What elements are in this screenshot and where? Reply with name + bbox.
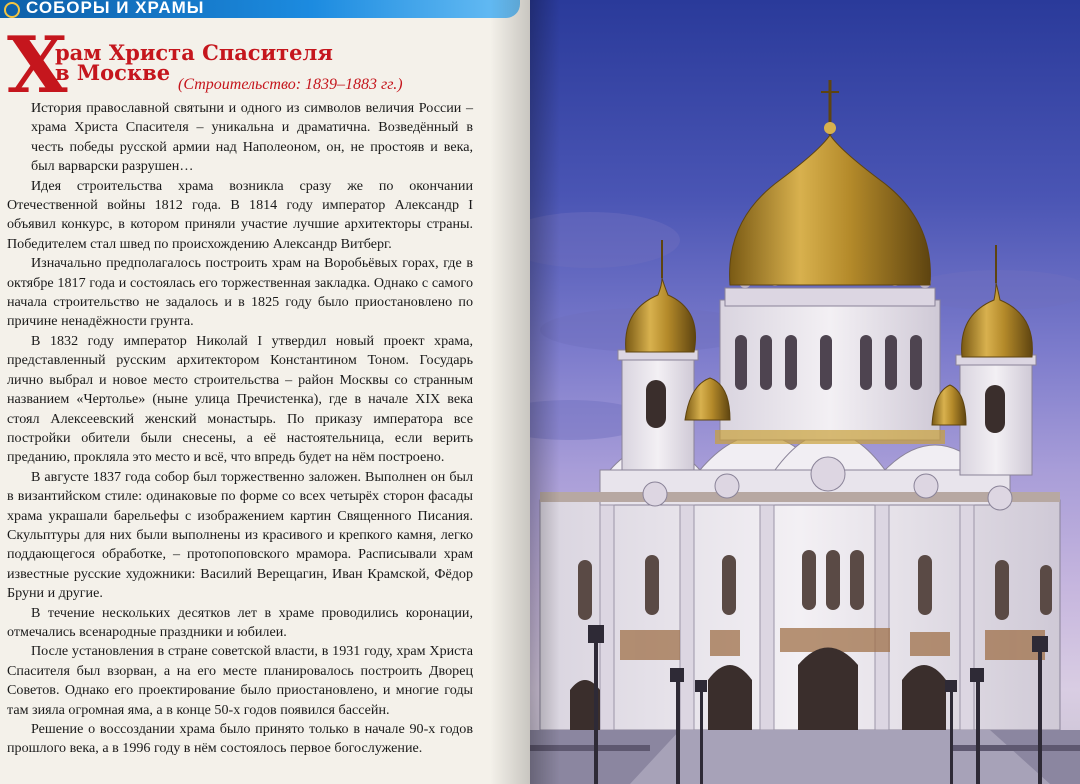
paragraph: В течение нескольких десятков лет в храме проводились коронации, отмечались всенародные праздники и юбилеи. (7, 604, 473, 640)
paragraph: В августе 1837 года собор был торжественно заложен. Выполнен он был в византийском стиле: одинаковые по форме со всех четырёх сторон фасады храма украшали барельефы с изображением картин Священного Писания. Скульптуры для них были выполнены из красивого и крепкого камня, легко поддающегося обработке, – протопоповского мрамора. Расписывали храм известные русские художники: Василий Верещагин, Иван Крамской, Фёдор Бруни и другие. (7, 468, 473, 602)
paragraph: В 1832 году император Николай I утвердил новый проект храма, представленный русским архитектором Константином Тоном. Государь лично выбрал и новое место строительства – район Москвы со странным названием «Чертолье» (ныне улица Пречистенка), где в начале XIX века стоял Алексеевский женский монастырь. По приказу императора все постройки обители были снесены, а её настоятельница, если верить преданию, прокляла это место и всё, что впредь будет на нём построено. (7, 332, 473, 466)
right-page-illustration (530, 0, 1080, 784)
paragraph: Идея строительства храма возникла сразу же по окончании Отечественной войны 1812 года. В 1814 году император Александр I объявил конкурс, в котором приняли участие лучшие архитекторы страны. Победителем стал швед по происхождению Александр Витберг. (7, 177, 473, 252)
ornament-icon (4, 2, 20, 18)
article-title-line-2: в Москве (55, 60, 171, 85)
section-header-band (0, 0, 520, 18)
main-dome (730, 80, 931, 285)
paragraph: Решение о воссоздании храма было принято только в начале 90-х годов прошлого века, а в 1996 году в нём состоялось первое богослужение. (7, 721, 473, 757)
article-title-line-1: рам Христа Спасителя (55, 40, 333, 65)
left-page (0, 0, 530, 784)
plaza (530, 730, 1080, 784)
paragraph: Изначально предполагалось построить храм на Воробьёвых горах, где в октябре 1817 года и состоялась его торжественная закладка. Однако с самого начала строительство не задалось и в 1825 году было приостановлено по причине ненадёжности грунта. (7, 255, 473, 330)
cathedral-main-body (540, 433, 1060, 731)
central-drum (715, 273, 945, 444)
cathedral-illustration (530, 0, 1080, 784)
paragraph: После установления в стране советской власти, в 1931 году, храм Христа Спасителя был взорван, а на его месте планировалось построить Дворец Советов. Однако его проектирование было приостановлено, и многие годы там зияла огромная яма, а в конце 50-х годов появился бассейн. (7, 643, 473, 718)
section-label: СОБОРЫ И ХРАМЫ (26, 0, 205, 17)
article-body (7, 99, 473, 759)
paragraph: История православной святыни и одного из символов величия России – храма Христа Спасителя – уникальна и драматична. Возведённый в честь победы русской армии над Наполеоном, он, не простояв и века, был варварски разрушен… (31, 100, 473, 175)
left-bell-tower (618, 240, 730, 470)
title-drop-cap: Х (7, 20, 68, 111)
article-subtitle: (Строительство: 1839–1883 гг.) (178, 76, 403, 93)
